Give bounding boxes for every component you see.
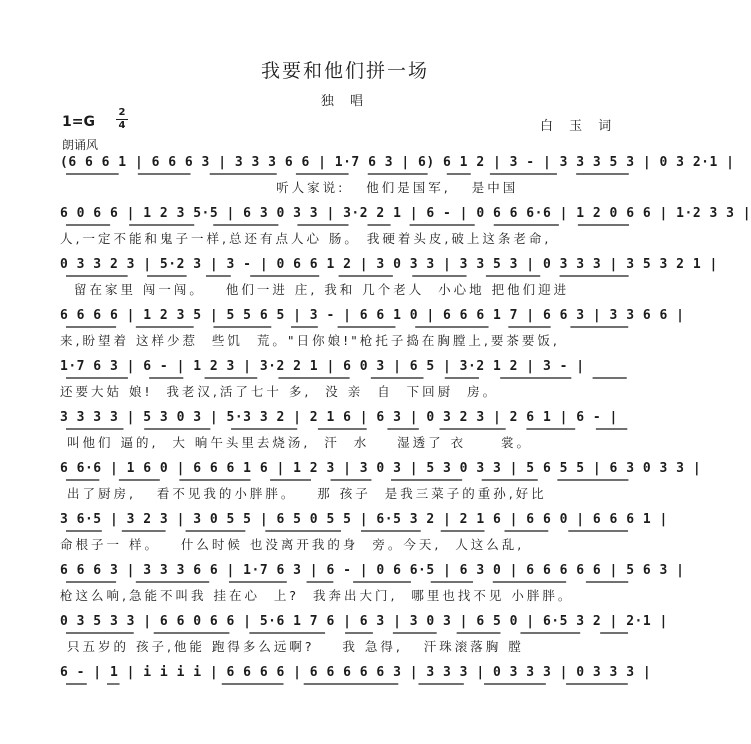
notation-line: 6 6 6 6 | 1 2 3 5 | 5 5 6 5 | 3 - | 6 6 1 0 | 6 6 6 1 7 | 6 6 3 | 3 3 6 6 | <box>60 308 685 323</box>
lyrics-line: 人,一定不能和鬼子一样,总还有点人心 肠。 我硬着头皮,破上这条老命, <box>60 231 552 246</box>
lyrics-line: 命根子一 样。 什么时候 也没离开我的身 旁。今天, 人这么乱, <box>60 537 525 552</box>
score-system <box>60 559 685 610</box>
score-system <box>60 661 652 712</box>
lyrics-line: 来,盼望着 这样少惹 些饥 荒。"日你娘!"枪托子捣在胸膛上,要茶要饭, <box>60 333 560 348</box>
song-subtitle: 独 唱 <box>320 94 370 109</box>
meter-bottom: 4 <box>118 120 126 131</box>
lyrics-line: 听人家说: 他们是国军, 是中国 <box>60 180 519 195</box>
notation-line: 0 3 5 3 3 | 6 6 0 6 6 | 5·6 1 7 6 | 6 3 | 3 0 3 | 6 5 0 | 6·5 3 2 | 2·1 | <box>60 614 668 629</box>
notation-line: 6 0 6 6 | 1 2 3 5·5 | 6 3 0 3 3 | 3·2 2 1 | 6 - | 0 6 6 6·6 | 1 2 0 6 6 | 1·2 3 3 | <box>60 206 751 221</box>
lyricist-credit: 白 玉 词 <box>540 119 618 134</box>
notation-line: 6 6·6 | 1 6 0 | 6 6 6 1 6 | 1 2 3 | 3 0 3 | 5 3 0 3 3 | 5 6 5 5 | 6 3 0 3 3 | <box>60 461 702 476</box>
notation-line: 6 6 6 3 | 3 3 3 6 6 | 1·7 6 3 | 6 - | 0 6 6·5 | 6 3 0 | 6 6 6 6 6 | 5 6 3 | <box>60 563 685 578</box>
score-system <box>60 151 735 202</box>
score-system <box>60 610 668 661</box>
score-system <box>60 253 718 304</box>
score-system <box>60 202 751 253</box>
notation-line: 0 3 3 2 3 | 5·2 3 | 3 - | 0 6 6 1 2 | 3 0 3 3 | 3 3 5 3 | 0 3 3 3 | 3 5 3 2 1 | <box>60 257 718 272</box>
lyrics-line: 出了厨房, 看不见我的小胖胖。 那 孩子 是我三菜子的重孙,好比 <box>60 486 547 501</box>
time-signature <box>116 108 128 131</box>
notation-line: 3 3 3 3 | 5 3 0 3 | 5·3 3 2 | 2 1 6 | 6 3 | 0 3 2 3 | 2 6 1 | 6 - | <box>60 410 618 425</box>
notation-line: (6 6 6 1 | 6 6 6 3 | 3 3 3 6 6 | 1·7 6 3 | 6) 6 1 2 | 3 - | 3 3 3 5 3 | 0 3 2·1 | <box>60 155 735 170</box>
score <box>60 151 751 712</box>
key-signature: 1=G <box>62 114 95 130</box>
lyrics-line: 还要大姑 娘! 我老汉,活了七十 多, 没 亲 自 下回厨 房。 <box>60 384 499 399</box>
score-system <box>60 508 668 559</box>
notation-line: 3 6·5 | 3 2 3 | 3 0 5 5 | 6 5 0 5 5 | 6·5 3 2 | 2 1 6 | 6 6 0 | 6 6 6 1 | <box>60 512 668 527</box>
lyrics-line: 叫他们 逼的, 大 晌午头里去烧汤, 汗 水 湿透了 衣 裳。 <box>60 435 532 450</box>
score-system <box>60 355 642 406</box>
notation-line: 6 - | 1 | i i i i | 6 6 6 6 | 6 6 6 6 6 3 | 3 3 3 | 0 3 3 3 | 0 3 3 3 | <box>60 665 652 680</box>
notation-line: 1·7 6 3 | 6 - | 1 2 3 | 3·2 2 1 | 6 0 3 | 6 5 | 3·2 1 2 | 3 - | <box>60 359 585 374</box>
lyrics-line: 只五岁的 孩子,他能 跑得多么远啊? 我 急得, 汗珠滚落胸 膛 <box>60 639 524 654</box>
meter-top: 2 <box>118 107 126 118</box>
lyrics-line: 留在家里 闯一闯。 他们一进 庄, 我和 几个老人 小心地 把他们迎进 <box>60 282 570 297</box>
score-system <box>60 304 685 355</box>
score-system <box>60 457 702 508</box>
tempo-style: 朗诵风 <box>62 138 99 152</box>
song-title: 我要和他们拼一场 <box>260 60 429 82</box>
lyrics-line <box>60 688 642 706</box>
lyrics-line: 枪这么响,急能不叫我 挂在心 上? 我奔出大门, 哪里也找不见 小胖胖。 <box>60 588 574 603</box>
score-system <box>60 406 642 457</box>
